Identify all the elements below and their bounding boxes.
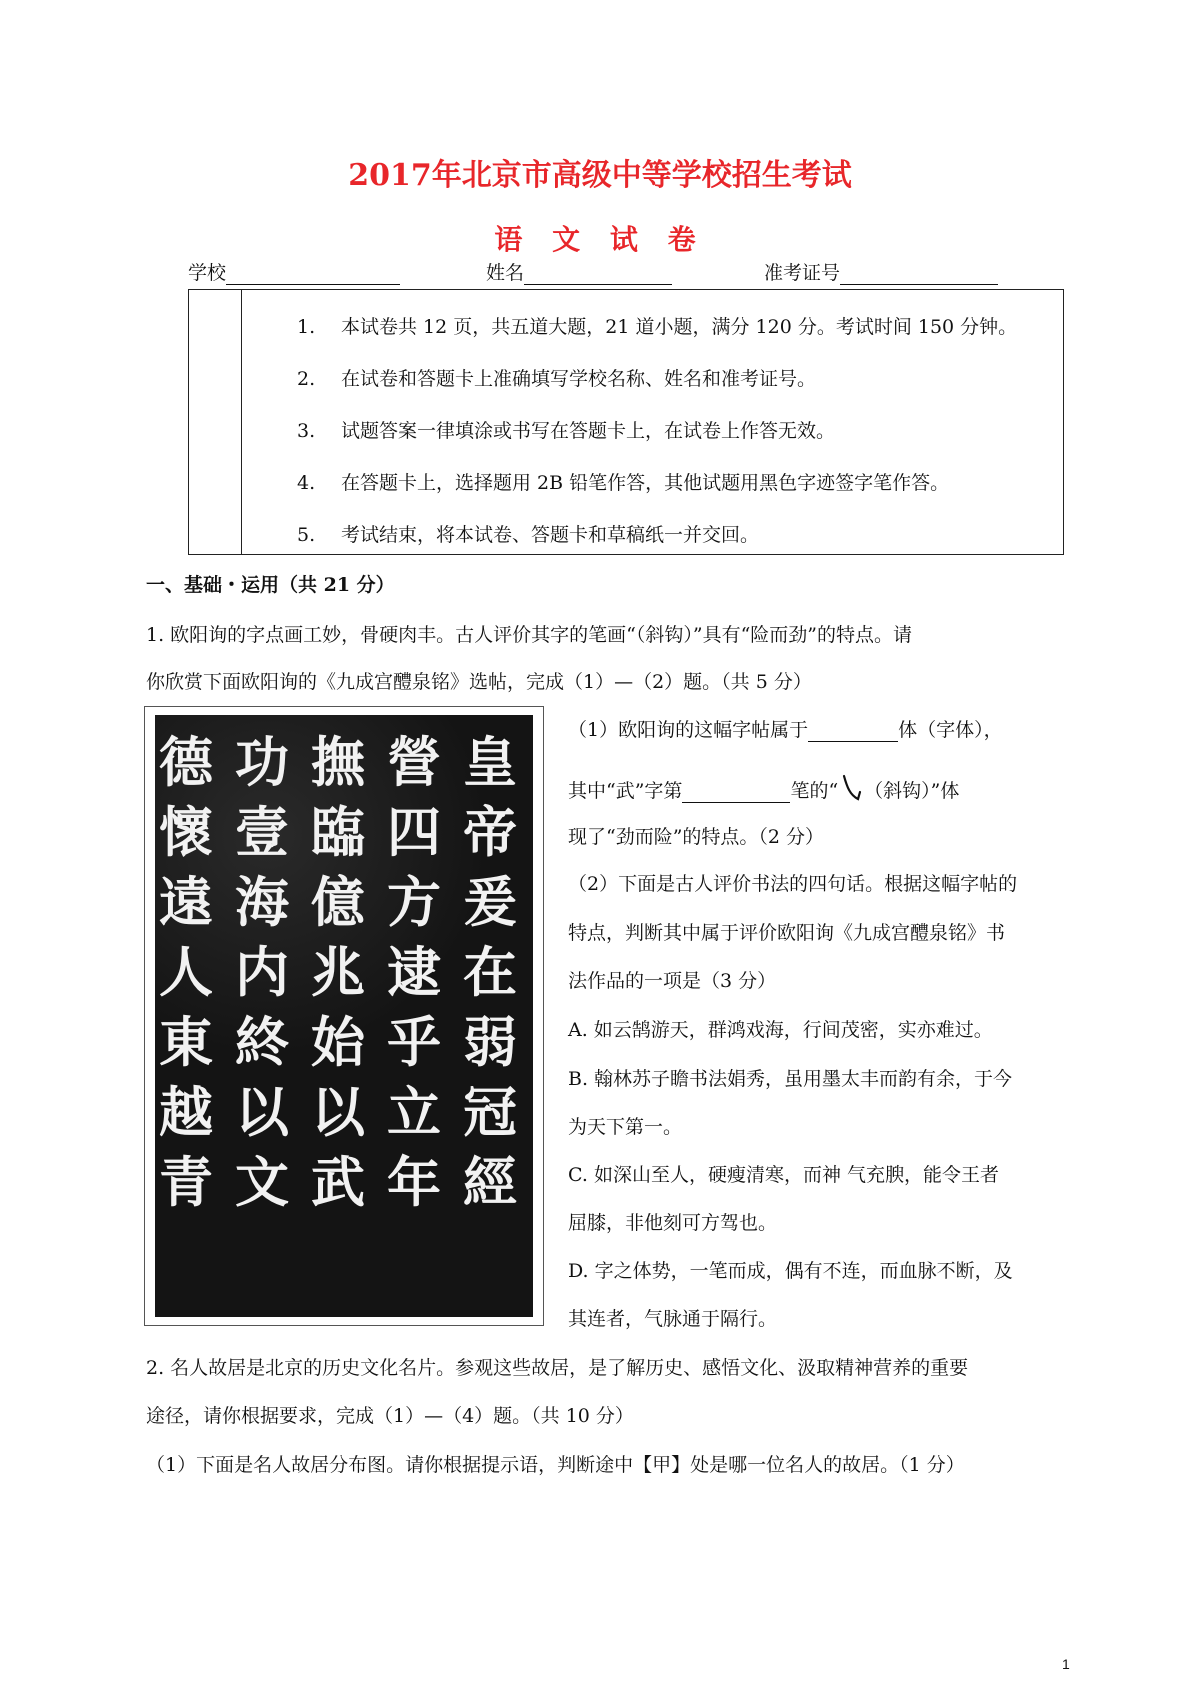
calligraphy-character: 越 — [159, 1080, 213, 1144]
q1-line: 你欣赏下面欧阳询的《九成宫醴泉铭》选帖，完成（1）—（2）题。（共 5 分） — [146, 671, 812, 693]
calligraphy-character: 文 — [235, 1150, 289, 1214]
answer-blank — [682, 780, 790, 803]
q2-line: 2. 名人故居是北京的历史文化名片。参观这些故居，是了解历史、感悟文化、汲取精神营养的重要 — [146, 1357, 969, 1379]
calligraphy-character: 四 — [387, 800, 441, 864]
calligraphy-character: 帝 — [463, 800, 517, 864]
school-label: 学校 — [188, 262, 227, 284]
q2-line: 途径，请你根据要求，完成（1）—（4）题。（共 10 分） — [146, 1405, 634, 1427]
notice-item: 1. 本试卷共 12 页，共五道大题，21 道小题，满分 120 分。考试时间 150 分钟。 — [297, 316, 1018, 338]
option-b: B. 翰林苏子瞻书法娟秀，虽用墨太丰而韵有余，于今 — [568, 1068, 1013, 1090]
calligraphy-character: 以 — [235, 1080, 289, 1144]
notice-item: 5. 考试结束，将本试卷、答题卡和草稿纸一并交回。 — [297, 524, 760, 546]
q1-line: 1. 欧阳询的字点画工妙，骨硬肉丰。古人评价其字的笔画“（斜钩）”具有“险而劲”的特点。请 — [146, 624, 913, 646]
ticket-field — [764, 258, 998, 285]
calligraphy-character: 功 — [235, 730, 289, 794]
calligraphy-character: 兆 — [311, 940, 365, 1004]
calligraphy-character: 遠 — [159, 870, 213, 934]
exam-notice-box — [188, 289, 1064, 555]
calligraphy-character: 壹 — [235, 800, 289, 864]
school-blank — [226, 262, 400, 285]
calligraphy-character: 撫 — [311, 730, 365, 794]
calligraphy-column — [303, 727, 373, 1217]
calligraphy-column — [155, 727, 221, 1217]
calligraphy-character: 弱 — [463, 1010, 517, 1074]
calligraphy-rubbing-image — [144, 706, 544, 1326]
school-field — [188, 258, 400, 285]
option-a: A. 如云鹄游天，群鸿戏海，行间茂密，实亦难过。 — [568, 1019, 993, 1041]
calligraphy-character: 營 — [387, 730, 441, 794]
exam-title: 2017年北京市高级中等学校招生考试 — [348, 158, 852, 193]
calligraphy-character: 内 — [235, 940, 289, 1004]
calligraphy-character: 皇 — [463, 730, 517, 794]
calligraphy-character: 終 — [235, 1010, 289, 1074]
calligraphy-character: 始 — [311, 1010, 365, 1074]
option-b-cont: 为天下第一。 — [568, 1116, 683, 1138]
calligraphy-rubbing — [155, 715, 533, 1317]
page-number: 1 — [1062, 1656, 1070, 1672]
ticket-label: 准考证号 — [764, 262, 841, 284]
calligraphy-column — [227, 727, 297, 1217]
calligraphy-character: 方 — [387, 870, 441, 934]
calligraphy-character: 臨 — [311, 800, 365, 864]
calligraphy-character: 東 — [159, 1010, 213, 1074]
notice-item: 4. 在答题卡上，选择题用 2B 铅笔作答，其他试题用黑色字迹签字笔作答。 — [297, 472, 950, 494]
q1-sub1-line: （1）欧阳询的这幅字帖属于 体（字体）， — [568, 719, 1003, 741]
option-d: D. 字之体势，一笔而成，偶有不连，而血脉不断，及 — [568, 1260, 1013, 1282]
notice-item: 2. 在试卷和答题卡上准确填写学校名称、姓名和准考证号。 — [297, 368, 817, 390]
option-d-cont: 其连者，气脉通于隔行。 — [568, 1308, 778, 1330]
calligraphy-character: 立 — [387, 1080, 441, 1144]
calligraphy-character: 逮 — [387, 940, 441, 1004]
calligraphy-character: 乎 — [387, 1010, 441, 1074]
q1-sub2-line: 特点，判断其中属于评价欧阳询《九成宫醴泉铭》书 — [568, 922, 1006, 944]
q2-line: （1）下面是名人故居分布图。请你根据提示语，判断途中【甲】处是哪一位名人的故居。（1 分） — [146, 1454, 965, 1476]
calligraphy-column — [455, 727, 525, 1217]
name-field — [486, 258, 672, 285]
name-label: 姓名 — [486, 262, 525, 284]
calligraphy-character: 懷 — [159, 800, 213, 864]
q1-sub1-line: 现了“劲而险”的特点。（2 分） — [568, 826, 825, 848]
calligraphy-character: 冠 — [463, 1080, 517, 1144]
calligraphy-character: 億 — [311, 870, 365, 934]
option-c-cont: 屈膝，非他刻可方驾也。 — [568, 1212, 778, 1234]
xiegou-stroke-icon — [838, 773, 864, 803]
q1-sub2-line: （2）下面是古人评价书法的四句话。根据这幅字帖的 — [568, 873, 1018, 895]
calligraphy-character: 海 — [235, 870, 289, 934]
calligraphy-character: 青 — [159, 1150, 213, 1214]
calligraphy-character: 經 — [463, 1150, 517, 1214]
calligraphy-character: 德 — [159, 730, 213, 794]
name-blank — [524, 262, 672, 285]
answer-blank — [808, 719, 898, 742]
calligraphy-character: 在 — [463, 940, 517, 1004]
calligraphy-character: 人 — [159, 940, 213, 1004]
option-c: C. 如深山至人，硬瘦清寒，而神 气充腴，能令王者 — [568, 1164, 999, 1186]
calligraphy-column — [379, 727, 449, 1217]
exam-subtitle: 语 文 试 卷 — [494, 223, 706, 256]
calligraphy-character: 年 — [387, 1150, 441, 1214]
section-heading: 一、基础・运用（共 21 分） — [146, 574, 395, 596]
q1-sub2-line: 法作品的一项是（3 分） — [568, 970, 777, 992]
ticket-blank — [840, 262, 998, 285]
q1-sub1-line: 其中“武”字第 笔的“ （斜钩）”体 — [568, 773, 959, 803]
notice-item: 3. 试题答案一律填涂或书写在答题卡上，在试卷上作答无效。 — [297, 420, 836, 442]
calligraphy-character: 爰 — [463, 870, 517, 934]
notice-divider — [241, 290, 242, 554]
calligraphy-character: 以 — [311, 1080, 365, 1144]
calligraphy-character: 武 — [311, 1150, 365, 1214]
